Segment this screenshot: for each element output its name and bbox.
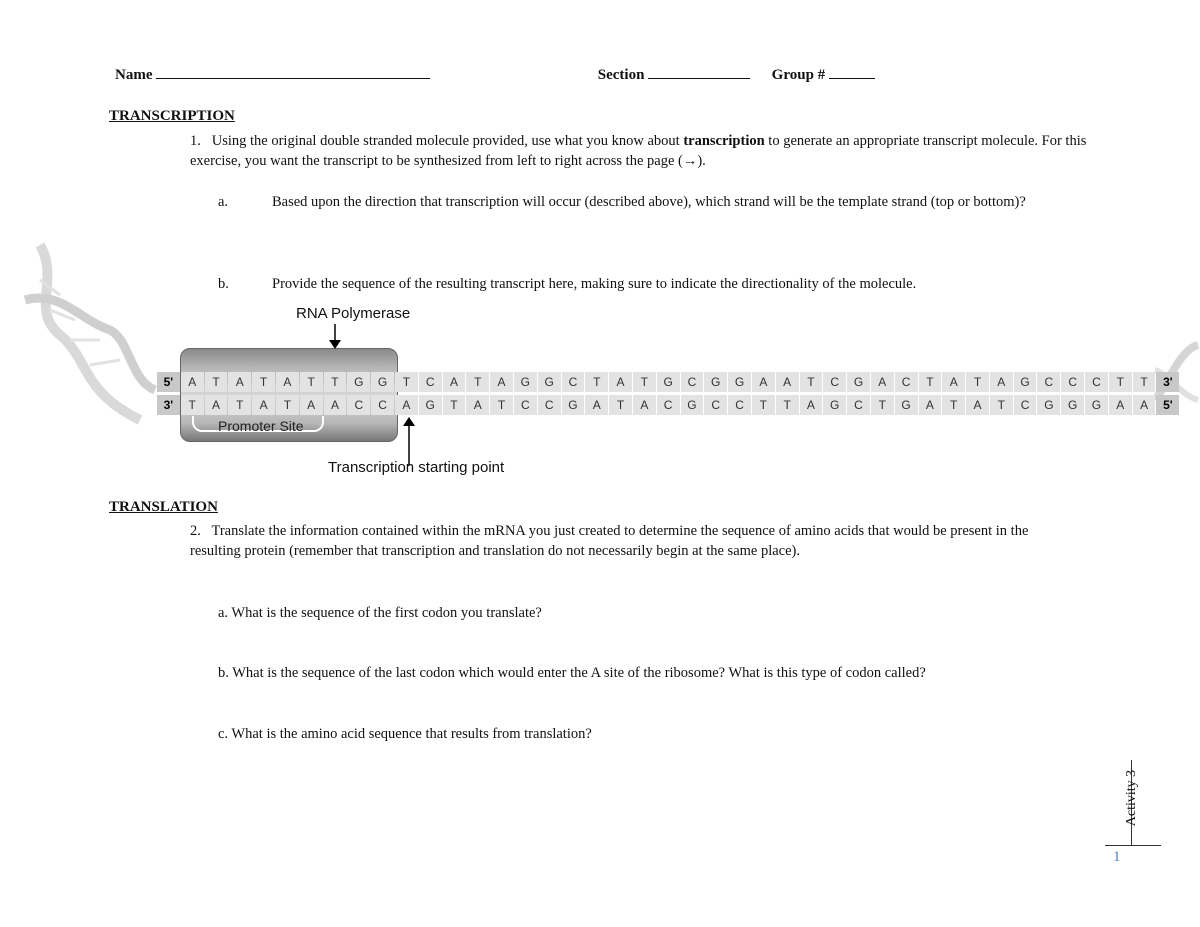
- question-2-number: 2.: [190, 523, 201, 539]
- question-2b: b. What is the sequence of the last codon which would enter the A site of the ribosome? What is this type of codon called?: [218, 665, 926, 681]
- top-strand-base: A: [776, 372, 799, 392]
- top-strand-base: C: [895, 372, 918, 392]
- question-1a-label: a.: [218, 194, 229, 210]
- bottom-strand-base: A: [466, 395, 489, 415]
- bottom-strand-base: C: [657, 395, 680, 415]
- bottom-strand-base: A: [1109, 395, 1132, 415]
- top-strand-base: A: [181, 372, 204, 392]
- bottom-strand-base: C: [514, 395, 537, 415]
- top-strand-base: T: [205, 372, 228, 392]
- question-2a: a. What is the sequence of the first codon you translate?: [218, 605, 542, 621]
- dna-top-strand: [157, 372, 1180, 393]
- bottom-strand-base: G: [681, 395, 704, 415]
- top-strand-base: G: [657, 372, 680, 392]
- bottom-strand-base: T: [609, 395, 632, 415]
- question-1-text-start: Using the original double stranded molecule provided, use what you know about: [211, 133, 680, 149]
- top-strand-base: G: [728, 372, 751, 392]
- question-2c: c. What is the amino acid sequence that results from translation?: [218, 726, 592, 742]
- top-strand-base: G: [538, 372, 561, 392]
- header-row: [115, 64, 875, 84]
- bottom-strand-base: C: [347, 395, 370, 415]
- name-label: Name: [115, 67, 153, 83]
- translation-heading: TRANSLATION: [109, 499, 218, 515]
- top-strand-base: T: [252, 372, 275, 392]
- bottom-strand-base: G: [823, 395, 846, 415]
- bottom-strand-base: G: [419, 395, 442, 415]
- group-label: Group #: [771, 67, 826, 83]
- top-strand-base: G: [347, 372, 370, 392]
- question-1-text-end: to generate an appropriate transcript molecule. For this exercise, you want the transcript to be synthesized from left to right across the page (→).: [190, 133, 1087, 169]
- bottom-strand-base: T: [776, 395, 799, 415]
- top-strand-base: T: [324, 372, 347, 392]
- top-strand-base: C: [1085, 372, 1108, 392]
- question-1-number: 1.: [190, 133, 201, 149]
- question-2-text: Translate the information contained within the mRNA you just created to determine the sequence of amino acids that would be present in the resulting protein (remember that transcription and translation do not necessarily begin at the same place).: [190, 523, 1029, 559]
- bottom-strand-base: A: [585, 395, 608, 415]
- activity-label: Activity 3: [1124, 769, 1139, 827]
- bottom-strand-base: A: [252, 395, 275, 415]
- rna-polymerase-arrow-icon: [328, 324, 342, 350]
- transcription-start-label: Transcription starting point: [328, 459, 505, 476]
- top-strand-base: T: [919, 372, 942, 392]
- top-strand-base: T: [300, 372, 323, 392]
- top-strand-base: G: [514, 372, 537, 392]
- top-strand-base: A: [871, 372, 894, 392]
- transcription-heading: TRANSCRIPTION: [109, 108, 235, 124]
- bottom-strand-base: C: [704, 395, 727, 415]
- dna-helix-left-icon: [20, 240, 160, 430]
- bottom-strand-base: T: [942, 395, 965, 415]
- promoter-site-label: Promoter Site: [218, 418, 304, 434]
- bottom-strand-base: G: [895, 395, 918, 415]
- top-strand-base: A: [752, 372, 775, 392]
- bottom-strand-base: A: [966, 395, 989, 415]
- name-field[interactable]: [156, 64, 430, 79]
- bottom-strand-base: A: [919, 395, 942, 415]
- bottom-strand-base: A: [1133, 395, 1156, 415]
- bottom-strand-base: A: [300, 395, 323, 415]
- top-strand-base: C: [419, 372, 442, 392]
- top-strand-base: A: [942, 372, 965, 392]
- bottom-strand-base: T: [490, 395, 513, 415]
- question-1-bold-term: transcription: [683, 133, 765, 149]
- bottom-strand-base: A: [633, 395, 656, 415]
- rna-polymerase-label: RNA Polymerase: [296, 305, 411, 322]
- bottom-strand-base: C: [728, 395, 751, 415]
- bottom-strand-base: A: [395, 395, 418, 415]
- question-1a: [218, 192, 1088, 212]
- question-1b-label: b.: [218, 276, 229, 292]
- top-strand-base: A: [276, 372, 299, 392]
- top-strand-base: T: [800, 372, 823, 392]
- bottom-strand-base: A: [324, 395, 347, 415]
- top-strand-base: G: [847, 372, 870, 392]
- question-1a-text: Based upon the direction that transcription will occur (described above), which strand will be the template strand (top or bottom)?: [272, 194, 1026, 210]
- bottom-strand-base: C: [1014, 395, 1037, 415]
- bottom-strand-base: 3': [157, 395, 180, 415]
- bottom-strand-base: G: [1061, 395, 1084, 415]
- top-strand-base: 5': [157, 372, 180, 392]
- top-strand-base: 3': [1156, 372, 1179, 392]
- bottom-strand-base: A: [205, 395, 228, 415]
- top-strand-base: A: [443, 372, 466, 392]
- top-strand-base: T: [585, 372, 608, 392]
- bottom-strand-base: C: [538, 395, 561, 415]
- top-strand-base: G: [1014, 372, 1037, 392]
- top-strand-base: A: [990, 372, 1013, 392]
- top-strand-base: T: [633, 372, 656, 392]
- bottom-strand-base: T: [752, 395, 775, 415]
- top-strand-base: T: [1133, 372, 1156, 392]
- top-strand-base: C: [1061, 372, 1084, 392]
- top-strand-base: G: [704, 372, 727, 392]
- group-field[interactable]: [829, 64, 875, 79]
- question-1b: [218, 274, 1088, 294]
- bottom-strand-base: T: [871, 395, 894, 415]
- top-strand-base: C: [1037, 372, 1060, 392]
- question-1b-text: Provide the sequence of the resulting transcript here, making sure to indicate the directionality of the molecule.: [272, 276, 917, 292]
- top-strand-base: C: [681, 372, 704, 392]
- top-strand-base: A: [228, 372, 251, 392]
- top-strand-base: C: [823, 372, 846, 392]
- top-strand-base: A: [609, 372, 632, 392]
- top-strand-base: C: [562, 372, 585, 392]
- top-strand-base: A: [490, 372, 513, 392]
- bottom-strand-base: G: [562, 395, 585, 415]
- bottom-strand-base: A: [800, 395, 823, 415]
- bottom-strand-base: T: [990, 395, 1013, 415]
- top-strand-base: T: [466, 372, 489, 392]
- top-strand-base: T: [1109, 372, 1132, 392]
- bottom-strand-base: T: [443, 395, 466, 415]
- section-label: Section: [597, 67, 645, 83]
- dna-bottom-strand: [157, 395, 1180, 416]
- question-1: [190, 131, 1090, 171]
- page-number: 1: [1113, 849, 1121, 865]
- section-field[interactable]: [648, 64, 750, 79]
- bottom-strand-base: G: [1085, 395, 1108, 415]
- top-strand-base: T: [395, 372, 418, 392]
- bottom-strand-base: T: [228, 395, 251, 415]
- bottom-strand-base: T: [276, 395, 299, 415]
- bottom-strand-base: C: [371, 395, 394, 415]
- top-strand-base: G: [371, 372, 394, 392]
- bottom-strand-base: 5': [1156, 395, 1179, 415]
- bottom-strand-base: C: [847, 395, 870, 415]
- bottom-strand-base: G: [1037, 395, 1060, 415]
- top-strand-base: T: [966, 372, 989, 392]
- question-2: [190, 521, 1070, 561]
- bottom-strand-base: T: [181, 395, 204, 415]
